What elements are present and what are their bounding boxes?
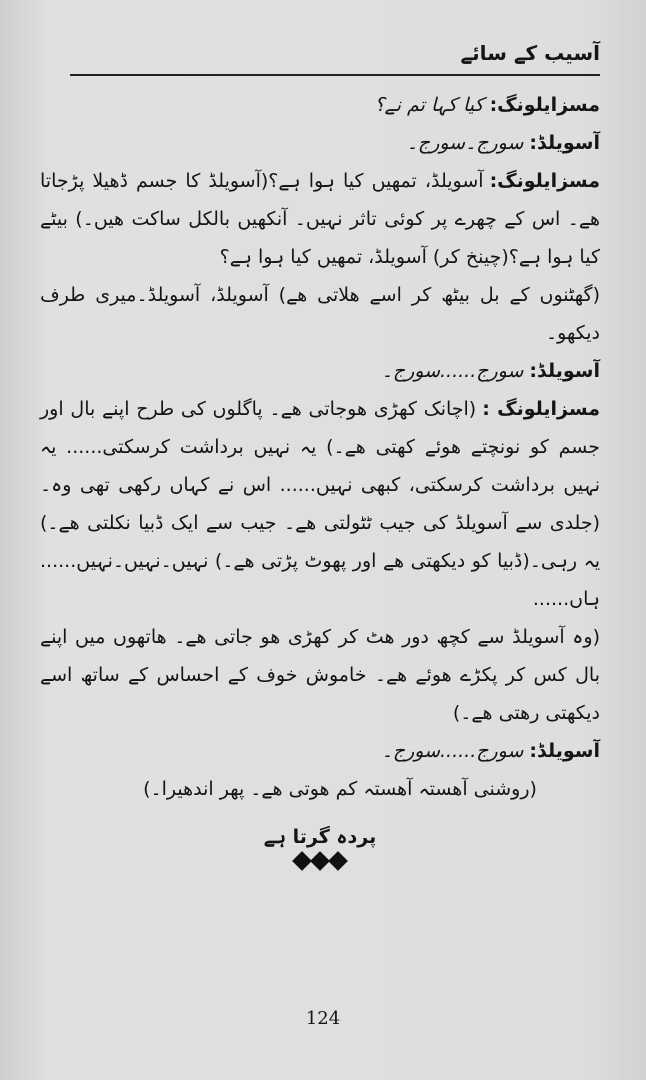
dialogue-line: [40, 390, 600, 618]
speaker-name: آسویلڈ:: [529, 132, 600, 154]
running-header: آسیب کے سائے: [70, 38, 600, 76]
dialogue-line: [40, 352, 600, 390]
section-ornament: [40, 854, 600, 868]
dialogue-text: سورج......سورج۔: [381, 360, 524, 382]
dialogue-line: [40, 124, 600, 162]
dialogue-text: آسویلڈ، تمھیں کیا ہوا ہے؟(آسویلڈ کا جسم ڈھیلا پڑجاتا ھے۔ اس کے چھرے پر کوئی تاثر نہیں۔ آنکھیں بالکل ساکت ھیں۔) بیٹے کیا ہوا ہے؟(چینخ کر) آسویلڈ، تمھیں کیا ہوا ہے؟: [40, 170, 600, 268]
dialogue-line: [40, 86, 600, 124]
speaker-name: مسزایلونگ:: [489, 170, 600, 192]
speaker-name: آسویلڈ:: [529, 740, 600, 762]
stage-direction: (روشنی آھستہ آھستہ کم ھوتی ھے۔ پھر اندھیرا۔): [143, 778, 537, 800]
page-number: 124: [305, 1008, 341, 1029]
dialogue-text: (اچانک کھڑی ھوجاتی ھے۔ پاگلوں کی طرح اپنے بال اور جسم کو نونچتے ھوئے کھتی ھے۔) یہ نہیں برداشت کرسکتی...... یہ نہیں برداشت کرسکتی، کبھی نہیں...... اس نے کہاں رکھی تھی وہ۔(جلدی سے آسویلڈ کی جیب ٹٹولتی ھے۔ جیب سے ایک ڈبیا نکلتی ھے۔) یہ رہی۔(ڈبیا کو دیکھتی ھے اور پھوٹ پڑتی ھے۔) نہیں۔نہیں۔نہیں...... ہاں......: [40, 398, 600, 610]
speaker-name: مسزایلونگ :: [482, 398, 600, 420]
dialogue-text: سورج۔سورج۔: [406, 132, 524, 154]
dialogue-text: کیا کہا تم نے؟: [374, 94, 484, 116]
dialogue-line: [40, 162, 600, 276]
speaker-name: آسویلڈ:: [529, 360, 600, 382]
stage-direction: (گھٹنوں کے بل بیٹھ کر اسے ھلاتی ھے) آسویلڈ، آسویلڈ۔میری طرف دیکھو۔: [40, 284, 600, 344]
speaker-name: مسزایلونگ:: [489, 94, 600, 116]
stage-direction: (وہ آسویلڈ سے کچھ دور ھٹ کر کھڑی ھو جاتی ھے۔ ھاتھوں میں اپنے بال کس کر پکڑے ھوئے ھے۔ خاموش خوف کے احساس کے ساتھ اسے دیکھتی رھتی ھے۔): [40, 626, 600, 724]
curtain-falls: پردہ گرتا ہے: [263, 826, 377, 848]
dialogue-text: سورج......سورج۔: [381, 740, 524, 762]
dialogue-line: [40, 732, 600, 770]
play-text: [40, 86, 600, 868]
